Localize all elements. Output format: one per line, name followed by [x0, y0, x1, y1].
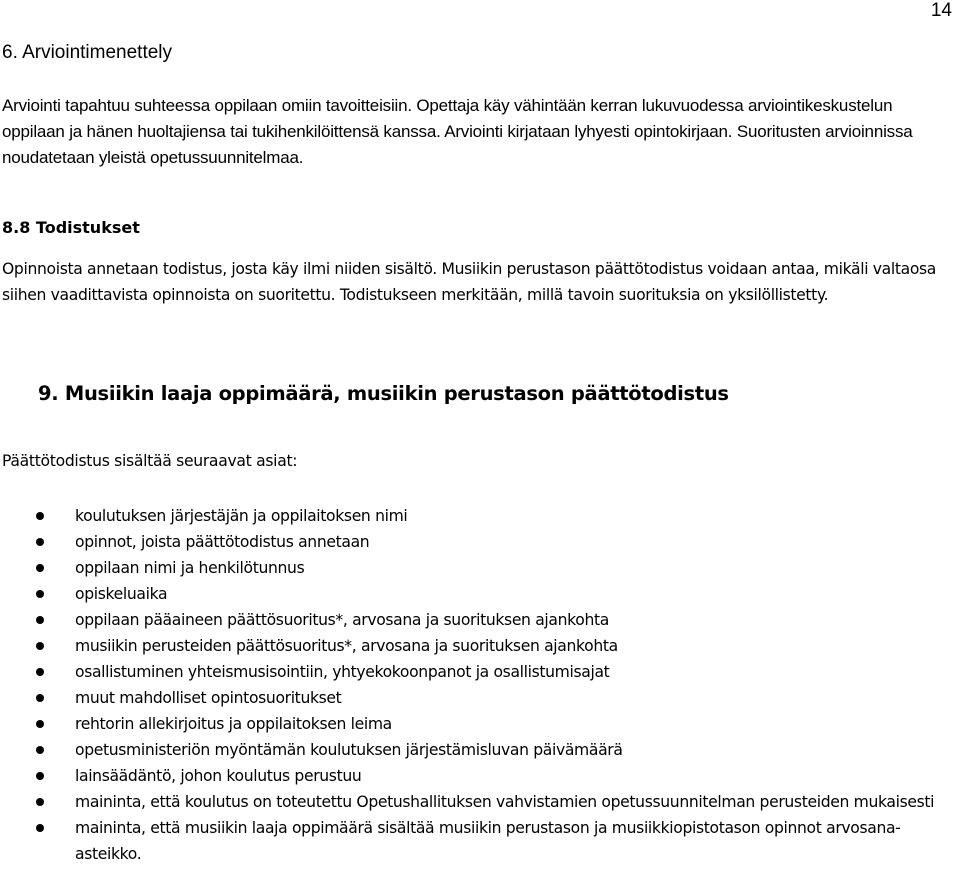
list-item-text: muut mahdolliset opintosuoritukset	[75, 689, 342, 707]
bullet-icon	[36, 590, 44, 598]
section-6-heading: 6. Arviointimenettely	[2, 42, 173, 63]
list-item-text: maininta, että koulutus on toteutettu Opetushallituksen vahvistamien opetussuunnitelman perusteiden mukaisesti	[75, 793, 935, 811]
list-item	[0, 763, 960, 789]
list-item	[0, 503, 960, 529]
bullet-icon	[36, 824, 44, 832]
bullet-icon	[36, 642, 44, 650]
bullet-icon	[36, 512, 44, 520]
list-item-text: rehtorin allekirjoitus ja oppilaitoksen leima	[75, 715, 392, 733]
list-item	[0, 711, 960, 737]
list-item	[0, 789, 960, 815]
list-item-text: osallistuminen yhteismusisointiin, yhtyekokoonpanot ja osallistumisajat	[75, 663, 610, 681]
bullet-icon	[36, 694, 44, 702]
bullet-icon	[36, 538, 44, 546]
list-item	[0, 685, 960, 711]
list-item-text: opiskeluaika	[75, 585, 168, 603]
page-number: 14	[930, 0, 952, 21]
list-item-text: oppilaan nimi ja henkilötunnus	[75, 559, 305, 577]
bullet-icon	[36, 772, 44, 780]
bullet-icon	[36, 798, 44, 806]
list-item-text: opinnot, joista päättötodistus annetaan	[75, 533, 370, 551]
bullet-icon	[36, 746, 44, 754]
section-9-heading: 9. Musiikin laaja oppimäärä, musiikin perustason päättötodistus	[38, 382, 729, 405]
list-item	[0, 659, 960, 685]
bullet-icon	[36, 668, 44, 676]
list-item	[0, 581, 960, 607]
list-item	[0, 607, 960, 633]
list-item	[0, 815, 960, 867]
list-item-text: oppilaan pääaineen päättösuoritus*, arvosana ja suorituksen ajankohta	[75, 611, 609, 629]
list-item	[0, 737, 960, 763]
bullet-icon	[36, 720, 44, 728]
section-6-paragraph: Arviointi tapahtuu suhteessa oppilaan omiin tavoitteisiin. Opettaja käy vähintään kerran lukuvuodessa arviointikeskustelun oppilaan ja hänen huoltajiensa tai tukihenkilöittensä kanssa. Arviointi kirjataan lyhyesti opintokirjaan. Suoritusten arvioinnissa noudatetaan yleistä opetussuunnitelmaa.	[2, 96, 913, 167]
bullet-icon	[36, 616, 44, 624]
section-8-8-heading: 8.8 Todistukset	[2, 218, 140, 237]
section-9-intro: Päättötodistus sisältää seuraavat asiat:	[2, 452, 298, 470]
bullet-icon	[36, 564, 44, 572]
list-item-text: koulutuksen järjestäjän ja oppilaitoksen nimi	[75, 507, 408, 525]
list-item	[0, 529, 960, 555]
section-8-8-paragraph: Opinnoista annetaan todistus, josta käy ilmi niiden sisältö. Musiikin perustason päättötodistus voidaan antaa, mikäli valtaosa siihen vaadittavista opinnoista on suoritettu. Todistukseen merkitään, millä tavoin suorituksia on yksilöllistetty.	[2, 260, 937, 304]
list-item	[0, 555, 960, 581]
list-item-text: maininta, että musiikin laaja oppimäärä sisältää musiikin perustason ja musiikkiopistotason opinnot arvosana-asteikko.	[75, 819, 901, 863]
list-item	[0, 633, 960, 659]
certificate-contents-list	[0, 503, 960, 867]
list-item-text: musiikin perusteiden päättösuoritus*, arvosana ja suorituksen ajankohta	[75, 637, 618, 655]
list-item-text: lainsäädäntö, johon koulutus perustuu	[75, 767, 362, 785]
list-item-text: opetusministeriön myöntämän koulutuksen järjestämisluvan päivämäärä	[75, 741, 623, 759]
